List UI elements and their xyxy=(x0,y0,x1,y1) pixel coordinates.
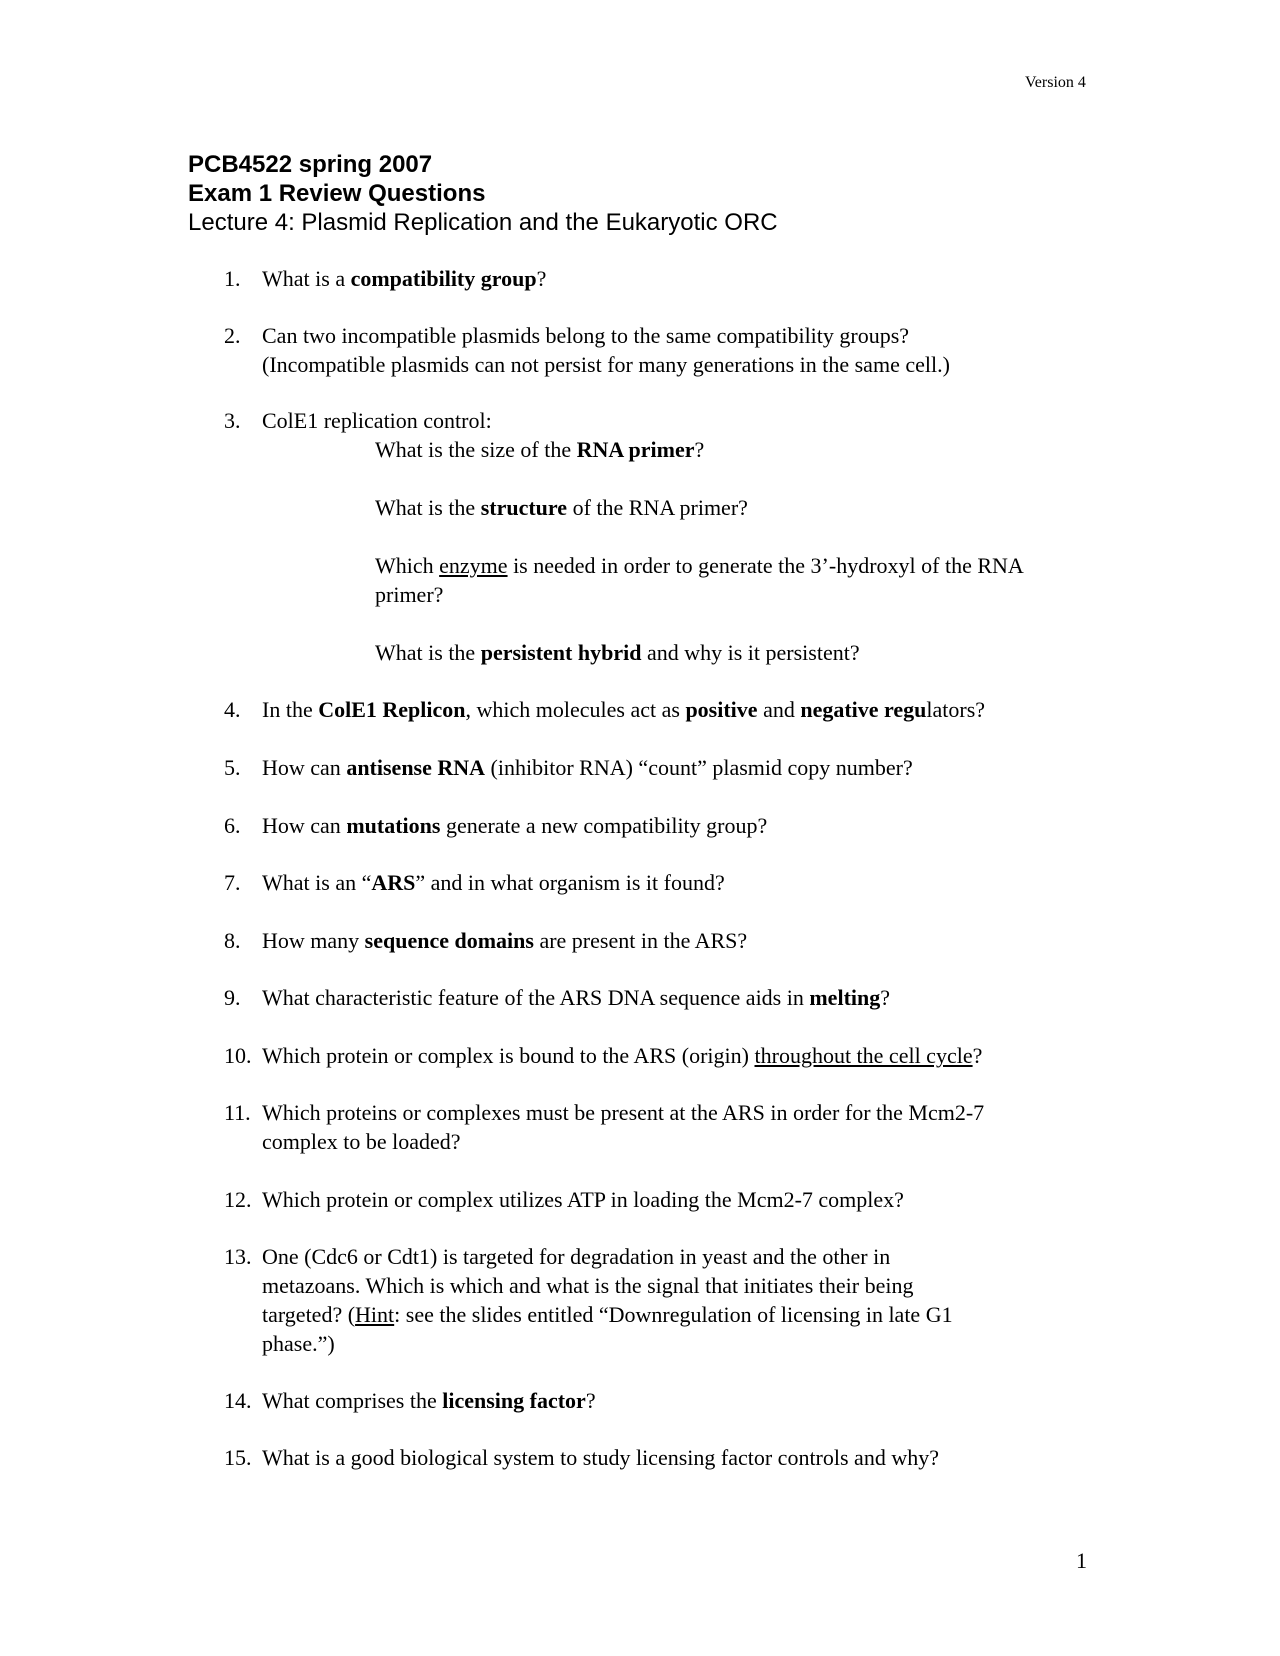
question-number: 1. xyxy=(224,266,241,291)
question-3: 3. ColE1 replication control: What is the size of the RNA primer? What is the structure of the RNA primer? Which enzyme is needed in order to generate the 3’-hydroxyl of the RNA primer? What is the persistent hybrid and why is it persistent? xyxy=(224,406,1094,667)
course-title: PCB4522 spring 2007 xyxy=(188,151,433,178)
question-12: 12. Which protein or complex utilizes ATP in loading the Mcm2-7 complex? xyxy=(224,1187,904,1212)
question-1: 1. What is a compatibility group? xyxy=(224,266,547,291)
question-number: 7. xyxy=(224,870,241,895)
question-7: 7. What is an “ARS” and in what organism is it found? xyxy=(224,870,725,895)
question-number: 10. xyxy=(224,1043,252,1068)
document-header xyxy=(188,150,778,237)
page-number: 1 xyxy=(1076,1548,1087,1573)
question-number: 15. xyxy=(224,1445,252,1470)
question-number: 2. xyxy=(224,323,241,348)
question-number: 12. xyxy=(224,1187,252,1212)
question-number: 6. xyxy=(224,813,241,838)
question-8: 8. How many sequence domains are present in the ARS? xyxy=(224,928,748,953)
question-6: 6. How can mutations generate a new compatibility group? xyxy=(224,813,768,838)
version-label: Version 4 xyxy=(1025,74,1086,91)
question-10: 10. Which protein or complex is bound to the ARS (origin) throughout the cell cycle? xyxy=(224,1043,983,1068)
question-number: 11. xyxy=(224,1100,251,1125)
question-number: 13. xyxy=(224,1244,252,1269)
question-13: 13. One (Cdc6 or Cdt1) is targeted for degradation in yeast and the other in metazoans. Which is which and what is the signal that initiates their being targeted? (Hint: see the slides entitled “Downregulation of licensing in late G1 phase.”) xyxy=(224,1244,953,1356)
question-15: 15. What is a good biological system to study licensing factor controls and why? xyxy=(224,1445,939,1470)
sub-question: What is the size of the RNA primer? xyxy=(375,437,705,462)
sub-question: What is the structure of the RNA primer? xyxy=(375,495,748,520)
sub-question: What is the persistent hybrid and why is it persistent? xyxy=(375,640,860,665)
question-9: 9. What characteristic feature of the ARS DNA sequence aids in melting? xyxy=(224,985,891,1010)
question-number: 4. xyxy=(224,697,241,722)
lecture-title: Lecture 4: Plasmid Replication and the Eukaryotic ORC xyxy=(188,209,778,236)
question-4: 4. In the ColE1 Replicon, which molecules act as positive and negative regulators? xyxy=(224,697,986,722)
question-14: 14. What comprises the licensing factor? xyxy=(224,1388,596,1413)
question-number: 9. xyxy=(224,985,241,1010)
question-number: 14. xyxy=(224,1388,252,1413)
question-number: 5. xyxy=(224,755,241,780)
question-number: 8. xyxy=(224,928,241,953)
question-5: 5. How can antisense RNA (inhibitor RNA) “count” plasmid copy number? xyxy=(224,755,913,780)
exam-title: Exam 1 Review Questions xyxy=(188,180,486,207)
question-11: 11. Which proteins or complexes must be present at the ARS in order for the Mcm2-7 complex to be loaded? xyxy=(224,1100,985,1154)
question-number: 3. xyxy=(224,408,241,433)
sub-question: Which enzyme is needed in order to generate the 3’-hydroxyl of the RNA primer? xyxy=(375,553,1024,607)
question-2: 2. Can two incompatible plasmids belong to the same compatibility groups? (Incompatible plasmids can not persist for many generations in the same cell.) xyxy=(224,323,950,377)
